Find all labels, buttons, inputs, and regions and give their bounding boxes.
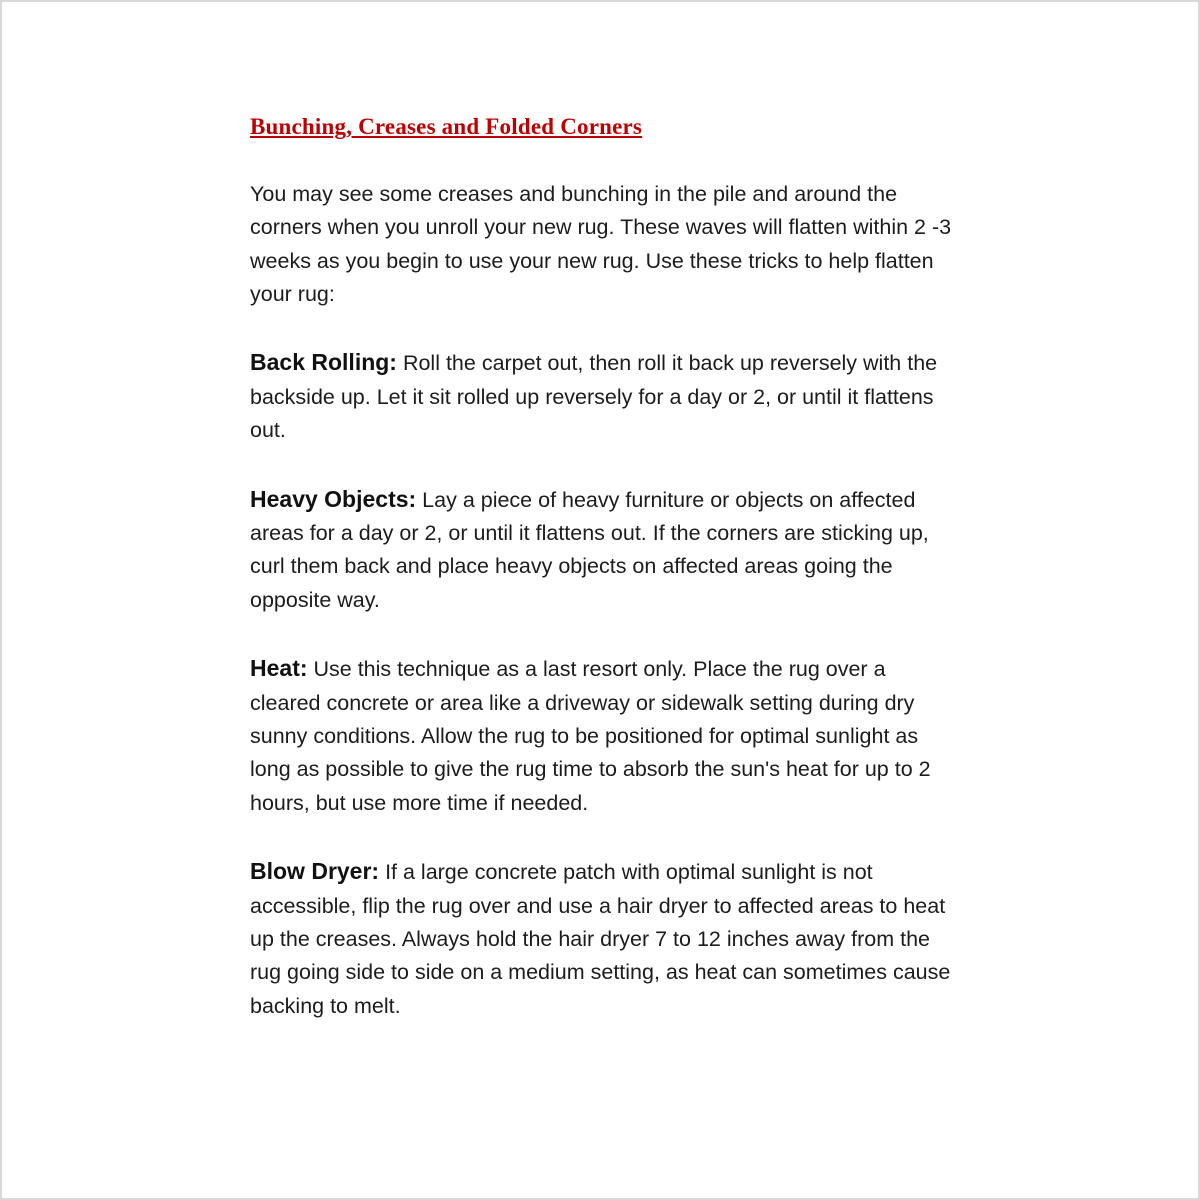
section-heavy-objects-label: Heavy Objects:	[250, 485, 417, 512]
section-blow-dryer-text: If a large concrete patch with optimal sunlight is not accessible, flip the rug over and use a hair dryer to affected areas to heat up the creases. Always hold the hair dryer 7 to 12 inches away from the rug going side to side on a medium setting, as heat can sometimes cause backing to melt.	[250, 859, 951, 1018]
section-heavy-objects	[250, 482, 962, 618]
intro-paragraph: You may see some creases and bunching in the pile and around the corners when you unroll your new rug. These waves will flatten within 2 -3 weeks as you begin to use your new rug. Use these tricks to help flatten your rug:	[250, 182, 952, 306]
section-back-rolling-text: Roll the carpet out, then roll it back up reversely with the backside up. Let it sit rolled up reversely for a day or 2, or until it flattens out.	[250, 351, 938, 443]
section-heat	[250, 651, 962, 820]
section-heat-text: Use this technique as a last resort only. Place the rug over a cleared concrete or area like a driveway or sidewalk setting during dry sunny conditions. Allow the rug to be positioned for optimal sunlight as long as possible to give the rug time to absorb the sun's heat for up to 2 hours, but use more time if needed.	[250, 657, 931, 815]
section-back-rolling	[250, 345, 962, 447]
document-content	[250, 114, 962, 1057]
document-heading: Bunching, Creases and Folded Corners	[250, 114, 643, 139]
section-back-rolling-label: Back Rolling:	[250, 349, 397, 376]
section-heat-label: Heat:	[250, 655, 308, 682]
section-heavy-objects-text: Lay a piece of heavy furniture or objects on affected areas for a day or 2, or until it flattens out. If the corners are sticking up, curl them back and place heavy objects on affected areas going the opposite way.	[250, 487, 929, 612]
section-blow-dryer	[250, 854, 962, 1023]
section-blow-dryer-label: Blow Dryer:	[250, 857, 380, 884]
